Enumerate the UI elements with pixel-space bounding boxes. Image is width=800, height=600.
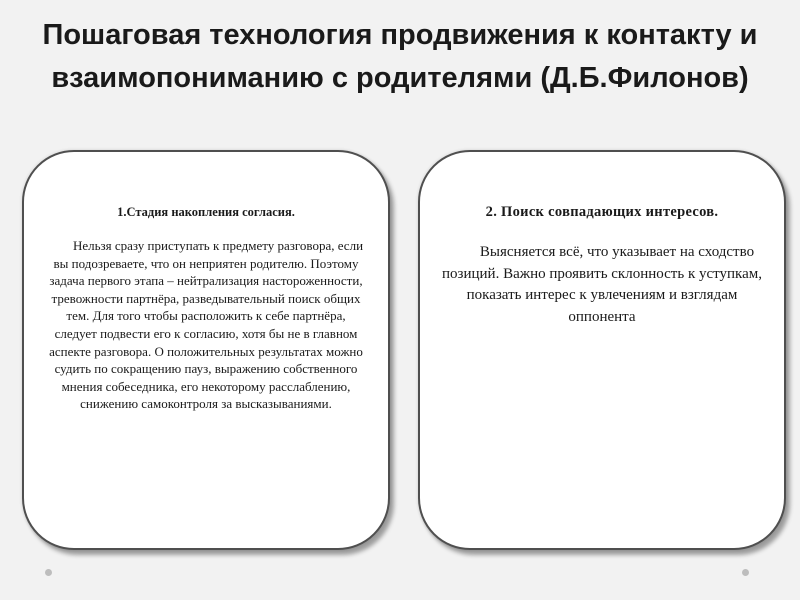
stage-2-card <box>418 150 786 550</box>
stage-2-heading: 2. Поиск совпадающих интересов. <box>485 204 719 220</box>
slide-title: Пошаговая технология продвижения к контакту и взаимопониманию с родителями (Д.Б.Филонов) <box>42 19 758 94</box>
stage-1-card <box>22 150 390 550</box>
decorative-dot-left <box>45 569 52 576</box>
stage-2-text: Выясняется всё, что указывает на сходство позиций. Важно проявить склонность к уступкам, показать интерес к увлечениям и взглядам оппонента <box>442 244 762 325</box>
stage-1-heading: 1.Стадия накопления согласия. <box>117 205 295 219</box>
decorative-dot-right <box>742 569 749 576</box>
stage-1-text: Нельзя сразу приступать к предмету разговора, если вы подозреваете, что он неприятен родителю. Поэтому задача первого этапа – нейтрализация настороженности, тревожности партнёра, разведывательный поиск общих тем. Для того чтобы расположить к себе партнёра, следует подвести его к согласию, хотя бы не в главном аспекте разговора. О положительных результатах можно судить по сокращению пауз, выражению собственного мнения собеседника, его некоторому расслаблению, снижению самоконтроля за высказываниями. <box>49 238 364 412</box>
